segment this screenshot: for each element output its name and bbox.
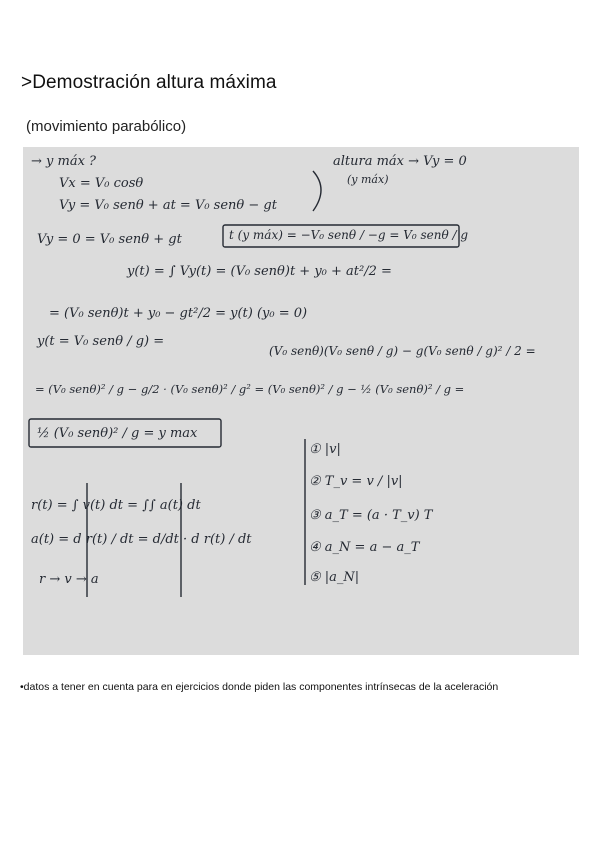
hw-line-5: (y máx): [347, 173, 389, 186]
hw-line-10: y(t = V₀ senθ / g) =: [37, 334, 165, 349]
hw-line-18: ② T_v = v / |v|: [309, 474, 403, 489]
hw-line-19: ③ a_T = (a · T_v) T: [309, 508, 433, 523]
hw-line-7: t (y máx) = −V₀ senθ / −g = V₀ senθ / g: [229, 228, 469, 242]
page-subtitle: (movimiento parabólico): [26, 118, 187, 135]
hw-line-2: Vx = V₀ cosθ: [59, 176, 144, 191]
hw-line-20: ④ a_N = a − a_T: [309, 540, 420, 555]
hw-line-16: r → v → a: [39, 572, 99, 587]
hw-line-14: r(t) = ∫ v(t) dt = ∫∫ a(t) dt: [31, 498, 201, 513]
page-title: >Demostración altura máxima: [21, 72, 277, 93]
hw-line-13: ½ (V₀ senθ)² / g = y max: [37, 426, 198, 441]
hw-line-9: = (V₀ senθ)t + y₀ − gt²/2 = y(t) (y₀ = 0): [49, 306, 308, 321]
footnote: •datos a tener en cuenta para en ejercicios donde piden las componentes intrínsecas de la aceleración: [20, 681, 499, 693]
handwritten-notes-drawing: [23, 147, 579, 655]
hw-line-17: ① |v|: [309, 442, 341, 457]
hw-line-3: Vy = V₀ senθ + at = V₀ senθ − gt: [59, 198, 277, 213]
hw-line-21: ⑤ |a_N|: [309, 570, 360, 585]
hw-line-1: → y máx ?: [31, 154, 97, 169]
hw-line-8: y(t) = ∫ Vy(t) = (V₀ senθ)t + y₀ + at²/2 =: [127, 264, 392, 279]
hw-line-11: (V₀ senθ)(V₀ senθ / g) − g(V₀ senθ / g)² / 2 =: [269, 344, 536, 358]
hw-line-4: altura máx → Vy = 0: [333, 154, 467, 169]
hw-line-6: Vy = 0 = V₀ senθ + gt: [37, 232, 182, 247]
hw-line-12: = (V₀ senθ)² / g − g/2 · (V₀ senθ)² / g² = (V₀ senθ)² / g − ½ (V₀ senθ)² / g =: [35, 382, 465, 396]
hw-line-15: a(t) = d r(t) / dt = d/dt · d r(t) / dt: [31, 532, 252, 547]
photo-paper: [23, 147, 579, 655]
handwritten-notes-photo: [23, 147, 579, 655]
